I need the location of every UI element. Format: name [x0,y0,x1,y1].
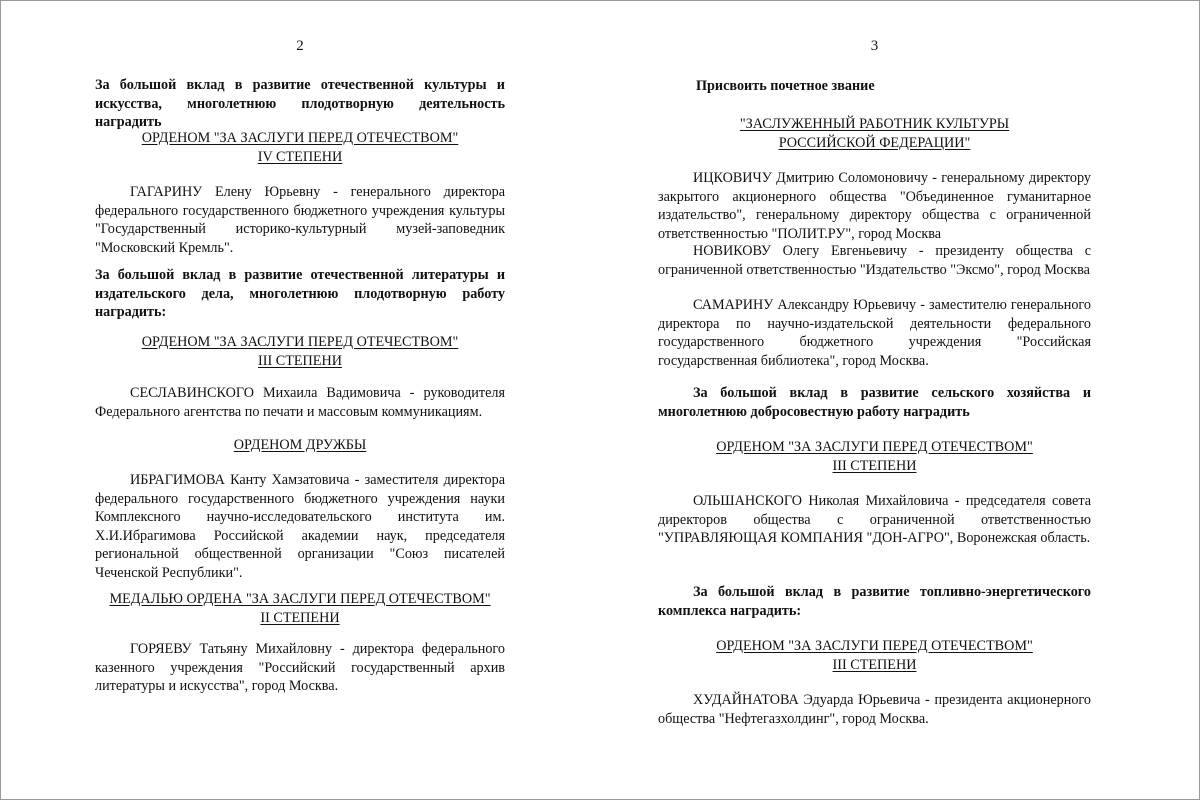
award-title [95,129,505,166]
recipient-paragraph: ИБРАГИМОВА Канту Хамзатовича - заместителя директора федерального государственного бюджетного учреждения науки Комплексного научно-исследовательского института им. Х.И.Ибрагимова Российской академии наук, председателя региональной общественной организации "Союз писателей Чеченской Республики". [95,472,505,581]
award-title-line: II СТЕПЕНИ [260,609,340,626]
award-title [95,590,505,627]
award-title-line: III СТЕПЕНИ [832,656,917,673]
award-title-line: ОРДЕНОМ "ЗА ЗАСЛУГИ ПЕРЕД ОТЕЧЕСТВОМ" [716,439,1033,455]
left-page [95,0,505,800]
award-title [95,333,505,370]
award-title-line: ОРДЕНОМ ДРУЖБЫ [233,437,367,453]
right-page [658,0,1091,800]
award-title-line: "ЗАСЛУЖЕННЫЙ РАБОТНИК КУЛЬТУРЫ [739,116,1010,132]
award-heading: За большой вклад в развитие сельского хозяйства и многолетнюю добросовестную работу наградить [658,385,1091,420]
award-title-line: ОРДЕНОМ "ЗА ЗАСЛУГИ ПЕРЕД ОТЕЧЕСТВОМ" [141,334,459,350]
award-title-line: ОРДЕНОМ "ЗА ЗАСЛУГИ ПЕРЕД ОТЕЧЕСТВОМ" [141,130,459,146]
recipient-paragraph: ХУДАЙНАТОВА Эдуарда Юрьевича - президента акционерного общества "Нефтегазхолдинг", город Москва. [658,692,1091,727]
award-title [658,637,1091,674]
recipient-paragraph: ОЛЬШАНСКОГО Николая Михайловича - председателя совета директоров общества с ограниченной ответственностью "УПРАВЛЯЮЩАЯ КОМПАНИЯ "ДОН-АГРО", Воронежская область. [658,493,1091,546]
award-heading: За большой вклад в развитие отечественной культуры и искусства, многолетнюю плодотворную деятельность наградить [95,77,505,130]
recipient-paragraph: СЕСЛАВИНСКОГО Михаила Вадимовича - руководителя Федерального агентства по печати и массовым коммуникациям. [95,385,505,420]
award-title-line: МЕДАЛЬЮ ОРДЕНА "ЗА ЗАСЛУГИ ПЕРЕД ОТЕЧЕСТВОМ" [109,591,491,607]
award-title-line: IV СТЕПЕНИ [257,148,343,165]
award-title-line: ОРДЕНОМ "ЗА ЗАСЛУГИ ПЕРЕД ОТЕЧЕСТВОМ" [716,638,1033,654]
recipient-paragraph: НОВИКОВУ Олегу Евгеньевичу - президенту общества с ограниченной ответственностью "Издательство "Эксмо", город Москва [658,243,1091,278]
award-title-line: III СТЕПЕНИ [832,457,917,474]
recipient-paragraph: САМАРИНУ Александру Юрьевичу - заместителю генерального директора по научно-издательской деятельности федерального государственного бюджетного учреждения "Российская государственная библиотека", город Москва. [658,297,1091,369]
award-heading: За большой вклад в развитие отечественной литературы и издательского дела, многолетнюю плодотворную работу наградить: [95,267,505,320]
award-title [658,438,1091,475]
award-title [658,115,1091,152]
award-heading: За большой вклад в развитие топливно-энергетического комплекса наградить: [658,584,1091,619]
page-number: 3 [870,38,879,54]
recipient-paragraph: ГАГАРИНУ Елену Юрьевну - генерального директора федерального государственного бюджетного учреждения культуры "Государственный историко-культурный музей-заповедник "Московский Кремль". [95,184,505,256]
recipient-paragraph: ИЦКОВИЧУ Дмитрию Соломоновичу - генеральному директору закрытого акционерного общества "Объединенное гуманитарное издательство", генеральному директору общества с ограниченной ответственностью "ПОЛИТ.РУ", город Москва [658,170,1091,242]
award-title [95,436,505,455]
recipient-paragraph: ГОРЯЕВУ Татьяну Михайловну - директора федерального казенного учреждения "Российский государственный архив литературы и искусства", город Москва. [95,641,505,694]
page-number: 2 [296,38,304,54]
award-title-line: РОССИЙСКОЙ ФЕДЕРАЦИИ" [778,134,971,151]
award-title-line: III СТЕПЕНИ [258,352,342,369]
award-heading: Присвоить почетное звание [696,78,875,94]
